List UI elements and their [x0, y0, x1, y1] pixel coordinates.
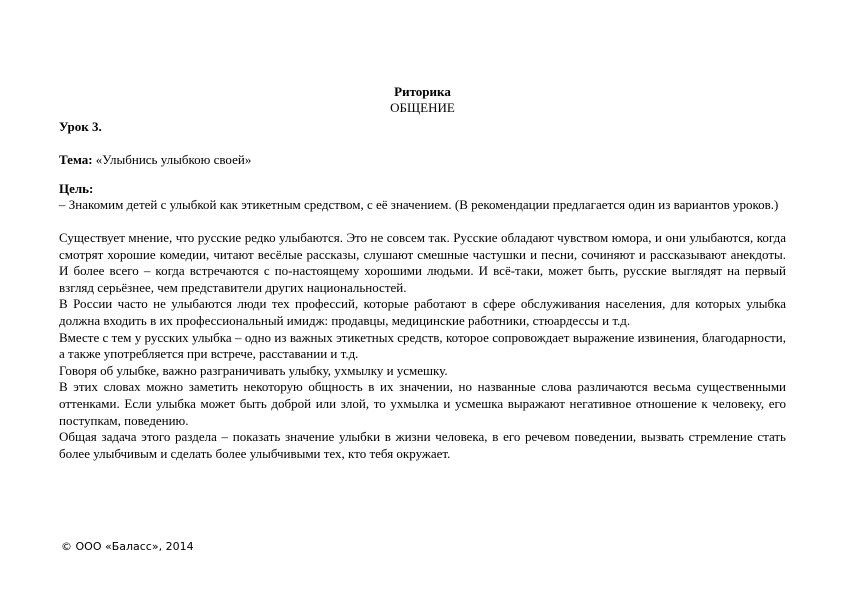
- subject-title: Риторика: [394, 84, 451, 99]
- paragraph: В этих словах можно заметить некоторую общность в их значении, но названные слова различаются весьма существенными оттенками. Если улыбка может быть доброй или злой, то ухмылка и усмешка выражают негативное отношение к человеку, его поступкам, поведению.: [59, 379, 786, 428]
- paragraph: В России часто не улыбаются люди тех профессий, которые работают в сфере обслуживания населения, для которых улыбка должна входить в их профессиональный имидж: продавцы, медицинские работники, стюардессы и т.д.: [59, 296, 786, 328]
- theme-line: [59, 152, 786, 168]
- paragraph: Вместе с тем у русских улыбка – одно из важных этикетных средств, которое сопровождает выражение извинения, благодарности, а также употребляется при встрече, расставании и т.д.: [59, 329, 786, 362]
- body-text: [59, 230, 786, 462]
- goal-text: – Знакомим детей с улыбкой как этикетным средством, с её значением. (В рекомендации предлагается один из вариантов уроков.): [59, 197, 779, 212]
- theme-value: «Улыбнись улыбкою своей»: [95, 152, 252, 167]
- paragraph: Общая задача этого раздела – показать значение улыбки в жизни человека, в его речевом поведении, вызвать стремление стать более улыбчивым и сделать более улыбчивыми тех, кто тебя окружает.: [59, 429, 786, 461]
- copyright-footer: © ООО «Баласс», 2014: [61, 540, 194, 553]
- paragraph: Говоря об улыбке, важно разграничивать улыбку, ухмылку и усмешку.: [59, 362, 448, 378]
- paragraph: Существует мнение, что русские редко улыбаются. Это не совсем так. Русские обладают чувством юмора, и они улыбаются, когда смотрят хорошие комедии, читают весёлые рассказы, слушают смешные частушки и песни, сочиняют и рассказывают анекдоты. И более всего – когда встречаются с по-настоящему хорошими людьми. И всё-таки, может быть, русские выглядят на первый взгляд серьёзнее, чем представители других национальностей.: [59, 230, 786, 295]
- goal-label: Цель:: [59, 181, 94, 196]
- document-page: [59, 84, 786, 462]
- theme-label: Тема:: [59, 152, 93, 167]
- section-title: ОБЩЕНИЕ: [390, 100, 455, 115]
- lesson-number: Урок 3.: [59, 119, 102, 134]
